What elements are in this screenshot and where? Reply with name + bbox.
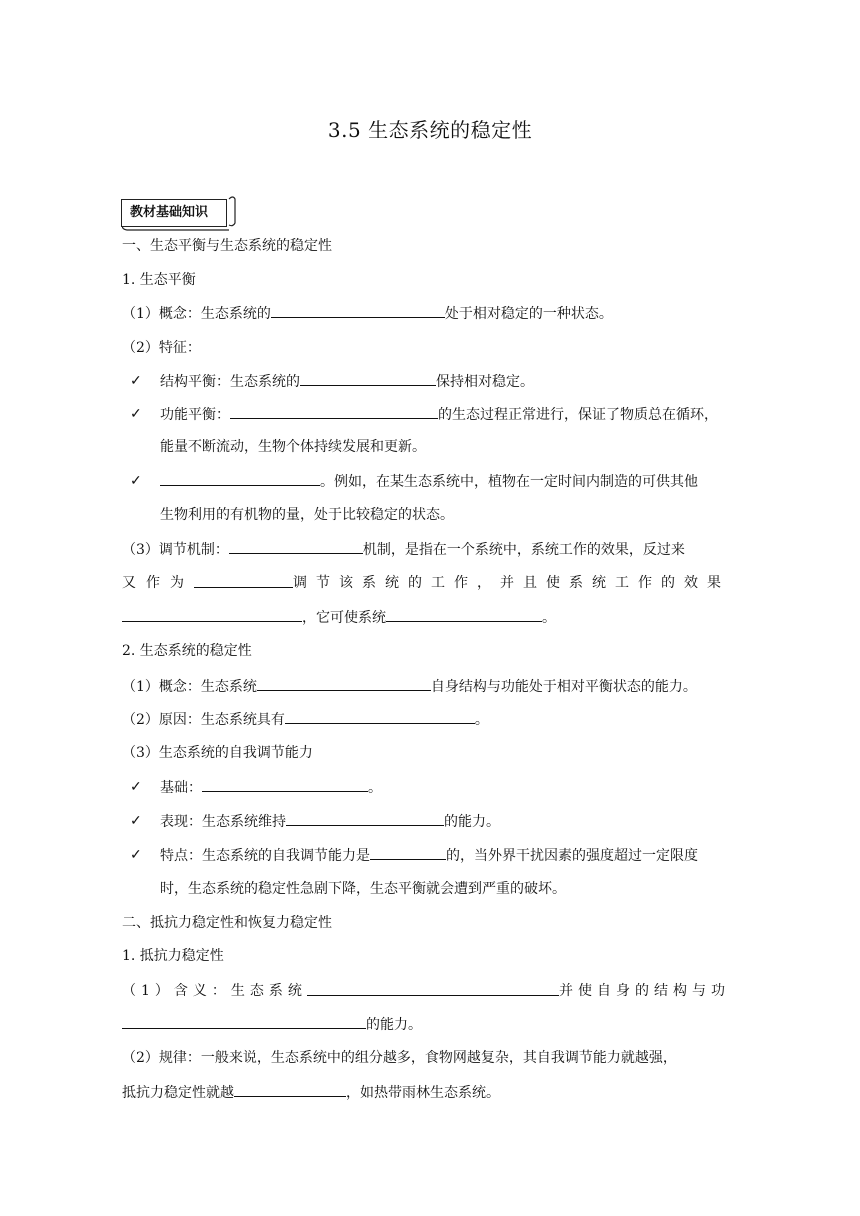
concept-text-a: （1）概念：生态系统的 [122, 306, 271, 322]
mechanism-b: 机制，是指在一个系统中，系统工作的效果，反过来 [362, 542, 685, 558]
concept-line [122, 303, 613, 324]
heading-2: 二、抵抗力稳定性和恢复力稳定性 [122, 915, 332, 931]
resistance-meaning-b: 并使自身的结构与功 [559, 983, 730, 999]
blank-4 [160, 471, 320, 486]
blank-3 [230, 404, 438, 419]
mechanism-a: （3）调节机制： [122, 542, 229, 558]
check-icon: ✓ [130, 847, 142, 863]
section-tag [121, 195, 231, 229]
concept-text-b: 处于相对稳定的一种状态。 [444, 306, 613, 322]
basis-b: 。 [368, 780, 382, 796]
stability-concept-a: （1）概念：生态系统 [122, 679, 257, 695]
check-icon: ✓ [130, 813, 142, 829]
performance-a: 表现：生态系统维持 [160, 814, 286, 830]
blank-1 [271, 303, 445, 318]
stability-concept-b: 自身结构与功能处于相对平衡状态的能力。 [430, 679, 697, 695]
features-line: （2）特征： [122, 340, 201, 356]
mechanism-c1: 又作为 [122, 575, 194, 591]
mechanism-c2: 调节该系统的工作，并且使系统工作的效果 [293, 575, 730, 591]
feature-function-cont: 能量不断流动，生物个体持续发展和更新。 [160, 439, 426, 455]
blank-2 [300, 371, 436, 386]
trait-a: 特点：生态系统的自我调节能力是 [160, 848, 370, 864]
check-icon: ✓ [130, 473, 142, 489]
feature-function [160, 404, 718, 425]
blank-7 [122, 607, 302, 622]
resistance-meaning-c: 的能力。 [366, 1017, 422, 1033]
blank-13 [370, 845, 446, 860]
feature-structure [160, 371, 534, 392]
blank-16 [234, 1082, 346, 1097]
page-title: 3.5 生态系统的稳定性 [327, 118, 533, 142]
check-icon: ✓ [130, 779, 142, 795]
feature-structure-b: 保持相对稳定。 [436, 374, 534, 390]
trait-b: 的，当外界干扰因素的强度超过一定限度 [446, 848, 698, 864]
basis-line [160, 777, 382, 798]
feature-structure-a: 结构平衡：生态系统的 [160, 374, 300, 390]
blank-5 [229, 539, 363, 554]
feature-third-b: 。例如，在某生态系统中，植物在一定时间内制造的可供其他 [320, 474, 698, 490]
mechanism-line-2 [122, 573, 730, 593]
check-icon: ✓ [130, 373, 142, 389]
feature-function-a: 功能平衡： [160, 407, 230, 423]
resistance-rule-cont [122, 1082, 500, 1103]
stability-reason-a: （2）原因：生态系统具有 [122, 712, 285, 728]
feature-function-b: 的生态过程正常进行，保证了物质总在循环， [438, 407, 718, 423]
basis-a: 基础： [160, 780, 202, 796]
blank-10 [285, 709, 475, 724]
blank-11 [202, 777, 368, 792]
feature-third-cont: 生物利用的有机物的量，处于比较稳定的状态。 [160, 507, 454, 523]
blank-14 [307, 981, 559, 996]
heading-1: 一、生态平衡与生态系统的稳定性 [122, 238, 332, 254]
stability-reason-b: 。 [474, 712, 489, 728]
resistance-rule-c: ，如热带雨林生态系统。 [346, 1085, 500, 1101]
mechanism-line [122, 539, 685, 560]
blank-9 [257, 676, 431, 691]
stability-reason [122, 709, 489, 730]
section-tag-label: 教材基础知识 [121, 199, 227, 227]
resistance-meaning [122, 981, 730, 1001]
heading-1-2: 2. 生态系统的稳定性 [122, 643, 252, 659]
self-regulation: （3）生态系统的自我调节能力 [122, 745, 313, 761]
feature-third [160, 471, 698, 492]
heading-1-1: 1. 生态平衡 [122, 272, 196, 288]
blank-8 [386, 607, 542, 622]
performance-line [160, 811, 500, 832]
mechanism-d2: 。 [542, 610, 556, 626]
blank-6 [194, 573, 293, 588]
trait-line [160, 845, 698, 866]
heading-2-1: 1. 抵抗力稳定性 [122, 948, 224, 964]
check-icon: ✓ [130, 406, 142, 422]
blank-15 [122, 1014, 366, 1029]
mechanism-line-3 [122, 607, 556, 628]
mechanism-d1: ，它可使系统 [302, 610, 386, 626]
resistance-rule-b: 抵抗力稳定性就越 [122, 1085, 234, 1101]
stability-concept [122, 676, 697, 697]
performance-b: 的能力。 [444, 814, 500, 830]
trait-cont: 时，生态系统的稳定性急剧下降，生态平衡就会遭到严重的破坏。 [160, 881, 566, 897]
resistance-meaning-cont [122, 1014, 422, 1035]
resistance-meaning-a: （1）含义：生态系统 [122, 983, 307, 999]
blank-12 [286, 811, 444, 826]
resistance-rule: （2）规律：一般来说，生态系统中的组分越多，食物网越复杂，其自我调节能力就越强， [122, 1050, 677, 1066]
